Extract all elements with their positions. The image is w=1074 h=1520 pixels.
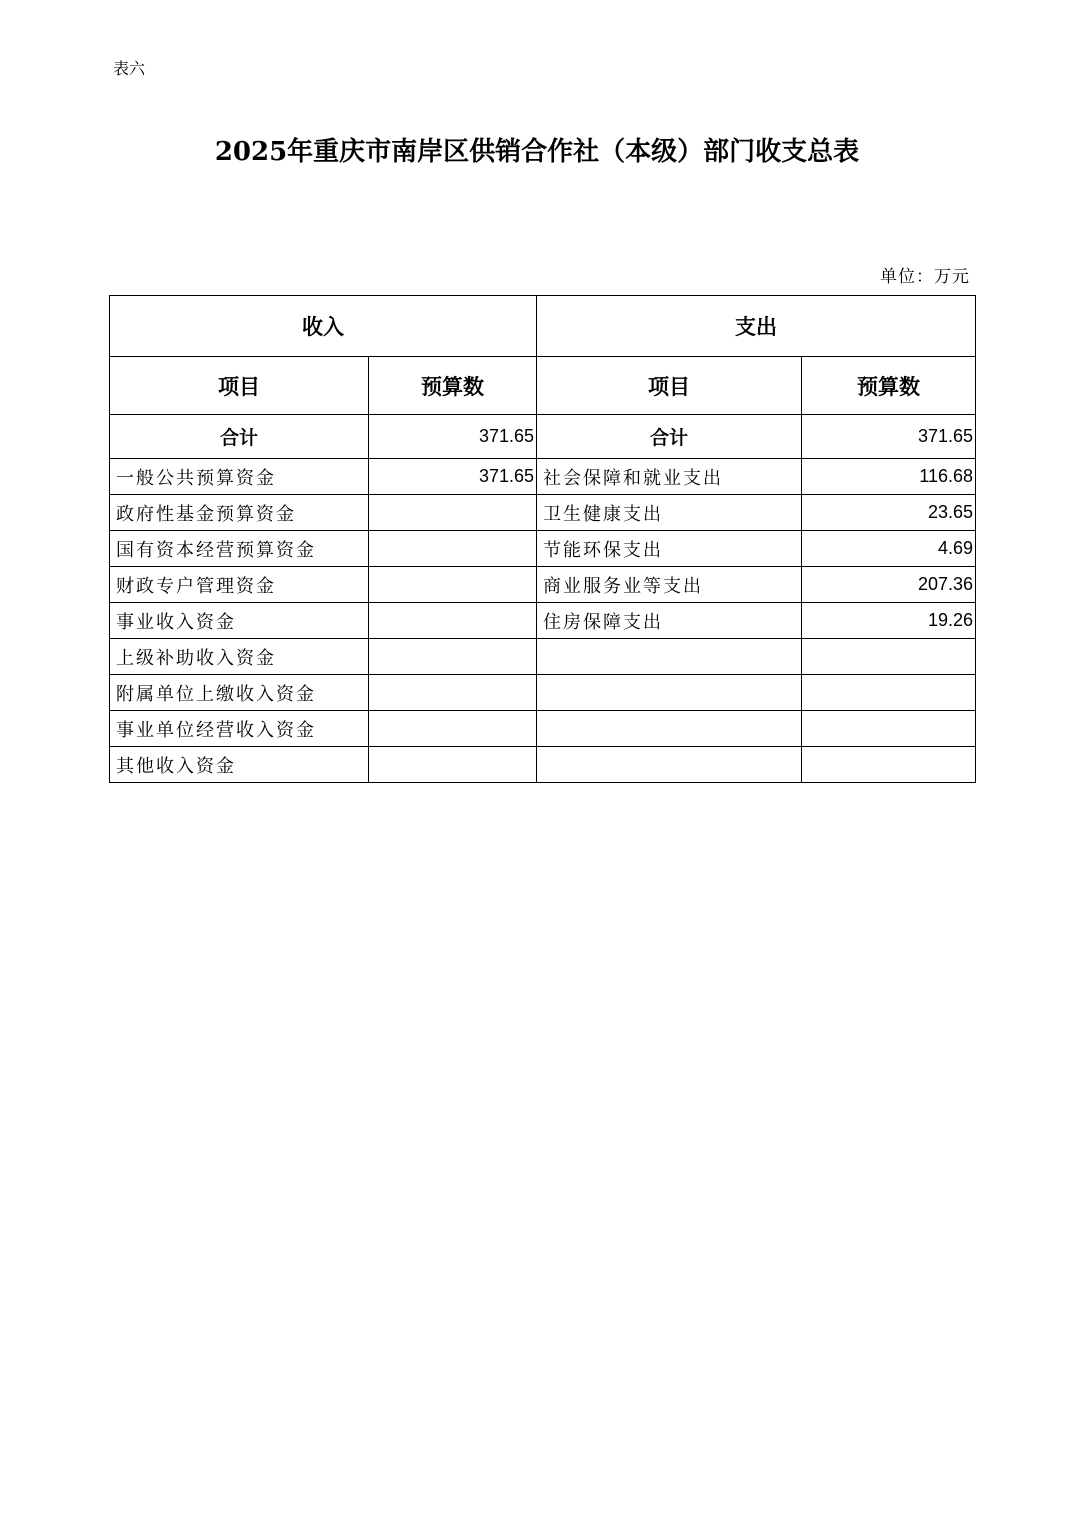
expense-total-value: 371.65	[802, 415, 976, 459]
income-value	[369, 495, 537, 531]
expense-item: 社会保障和就业支出	[537, 459, 802, 495]
income-total-value: 371.65	[369, 415, 537, 459]
table-row	[110, 711, 976, 747]
expense-budget-column-header: 预算数	[802, 357, 976, 415]
expense-value	[802, 711, 976, 747]
income-item: 政府性基金预算资金	[110, 495, 369, 531]
expense-total-label: 合计	[537, 415, 802, 459]
expense-value: 4.69	[802, 531, 976, 567]
expense-item: 住房保障支出	[537, 603, 802, 639]
expense-item	[537, 747, 802, 783]
page-title: 2025年重庆市南岸区供销合作社（本级）部门收支总表	[214, 137, 860, 167]
income-section-header: 收入	[110, 296, 537, 357]
expense-item: 卫生健康支出	[537, 495, 802, 531]
expense-item	[537, 639, 802, 675]
column-header-row	[110, 357, 976, 415]
expense-value: 116.68	[802, 459, 976, 495]
expense-value	[802, 639, 976, 675]
income-item: 国有资本经营预算资金	[110, 531, 369, 567]
expense-value	[802, 675, 976, 711]
income-value	[369, 675, 537, 711]
expense-value	[802, 747, 976, 783]
table-row	[110, 675, 976, 711]
expense-item	[537, 675, 802, 711]
table-row	[110, 747, 976, 783]
income-value	[369, 567, 537, 603]
income-expense-table	[109, 295, 976, 783]
income-value	[369, 747, 537, 783]
income-item: 一般公共预算资金	[110, 459, 369, 495]
income-item: 上级补助收入资金	[110, 639, 369, 675]
income-item: 事业收入资金	[110, 603, 369, 639]
income-value	[369, 603, 537, 639]
income-item: 其他收入资金	[110, 747, 369, 783]
table-row	[110, 495, 976, 531]
income-item: 事业单位经营收入资金	[110, 711, 369, 747]
expense-value: 207.36	[802, 567, 976, 603]
income-budget-column-header: 预算数	[369, 357, 537, 415]
expense-value: 19.26	[802, 603, 976, 639]
table-row	[110, 531, 976, 567]
income-total-label: 合计	[110, 415, 369, 459]
expense-section-header: 支出	[537, 296, 976, 357]
expense-item	[537, 711, 802, 747]
expense-item-column-header: 项目	[537, 357, 802, 415]
income-item: 附属单位上缴收入资金	[110, 675, 369, 711]
table-row	[110, 459, 976, 495]
table-row	[110, 567, 976, 603]
income-item: 财政专户管理资金	[110, 567, 369, 603]
unit-label: 单位：万元	[880, 267, 970, 287]
section-header-row	[110, 296, 976, 357]
table-row	[110, 603, 976, 639]
income-value: 371.65	[369, 459, 537, 495]
income-value	[369, 531, 537, 567]
income-item-column-header: 项目	[110, 357, 369, 415]
expense-value: 23.65	[802, 495, 976, 531]
expense-item: 节能环保支出	[537, 531, 802, 567]
income-value	[369, 639, 537, 675]
income-value	[369, 711, 537, 747]
expense-item: 商业服务业等支出	[537, 567, 802, 603]
table-row	[110, 639, 976, 675]
table-label: 表六	[113, 59, 146, 78]
total-row	[110, 415, 976, 459]
